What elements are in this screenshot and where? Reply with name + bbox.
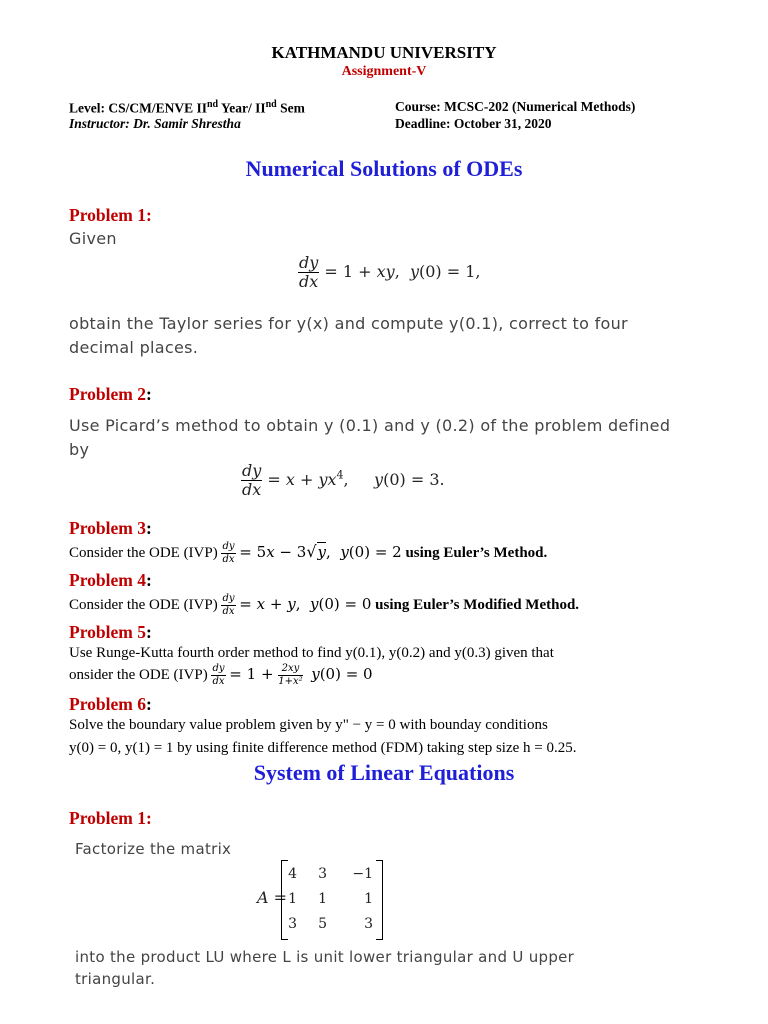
matrix-right-bracket	[376, 860, 383, 940]
problem-2-equation: $\frac{dy}{dx}$ = $x + yx^4$, y(0) = 3.	[242, 461, 445, 499]
linear-problem-1-label: Problem 1:	[69, 808, 152, 828]
matrix-cell: −1	[352, 866, 373, 882]
problem-1-text-line2: decimal places.	[69, 338, 199, 357]
instructor-info: Instructor: Dr. Samir Shrestha	[69, 116, 241, 131]
matrix-cell: 3	[288, 916, 297, 932]
matrix-cell: 1	[318, 891, 327, 907]
deadline-info: Deadline: October 31, 2020	[395, 116, 552, 131]
matrix-cell: 5	[318, 916, 327, 932]
problem-3-label: Problem 3:	[69, 518, 152, 538]
problem-1-equation: $\frac{dy}{dx}$ = 1 + xy, y(0) = 1,	[299, 253, 481, 291]
section-title-odes: Numerical Solutions of ODEs	[245, 156, 523, 181]
problem-1-given: Given	[69, 229, 117, 248]
matrix-cell: 1	[288, 891, 297, 907]
linear-problem-1-text-line2: into the product LU where L is unit lower triangular and U upper	[75, 948, 575, 966]
problem-2-text-line1: Use Picard’s method to obtain y (0.1) and y (0.2) of the problem defined	[69, 416, 671, 435]
linear-problem-1-text-line3: triangular.	[75, 970, 156, 988]
matrix-cell: 1	[364, 891, 373, 907]
problem-1-label: Problem 1:	[69, 205, 152, 225]
university-title: KATHMANDU UNIVERSITY	[271, 43, 497, 62]
problem-1-text-line1: obtain the Taylor series for y(x) and compute y(0.1), correct to four	[69, 314, 628, 333]
problem-4-text: Consider the ODE (IVP) $\frac{dy}{dx}$ = x + y, y(0) = 0 using Euler’s Modified Method.	[69, 593, 580, 617]
linear-problem-1-text-line1: Factorize the matrix	[75, 840, 232, 858]
problem-5-text-line2: onsider the ODE (IVP) $\frac{dy}{dx}$ = 1 + $\frac{2xy}{\text{1+x²}}$ y(0) = 0	[69, 663, 373, 687]
matrix-name: A =	[257, 888, 288, 907]
problem-2-label: Problem 2:	[69, 384, 152, 404]
problem-4-label: Problem 4:	[69, 570, 152, 590]
problem-6-text-line2: y(0) = 0, y(1) = 1 by using finite difference method (FDM) taking step size h = 0.25.	[69, 740, 577, 756]
problem-5-text-line1: Use Runge-Kutta fourth order method to find y(0.1), y(0.2) and y(0.3) given that	[69, 645, 554, 661]
matrix-cell: 3	[364, 916, 373, 932]
problem-5-label: Problem 5:	[69, 622, 152, 642]
problem-6-text-line1: Solve the boundary value problem given by y" − y = 0 with bounday conditions	[69, 717, 548, 733]
problem-3-text: Consider the ODE (IVP) $\frac{dy}{dx}$ = 5x − 3√y, y(0) = 2 using Euler’s Method.	[69, 541, 548, 566]
matrix-a	[281, 860, 383, 938]
problem-6-label: Problem 6:	[69, 694, 152, 714]
matrix-cell: 4	[288, 866, 297, 882]
problem-2-text-line2: by	[69, 440, 90, 459]
course-info: Course: MCSC-202 (Numerical Methods)	[395, 99, 636, 114]
level-info: Level: CS/CM/ENVE IInd Year/ IInd Sem	[69, 99, 305, 116]
assignment-label: Assignment-V	[341, 64, 427, 79]
matrix-cell: 3	[318, 866, 327, 882]
section-title-linear: System of Linear Equations	[253, 760, 515, 785]
